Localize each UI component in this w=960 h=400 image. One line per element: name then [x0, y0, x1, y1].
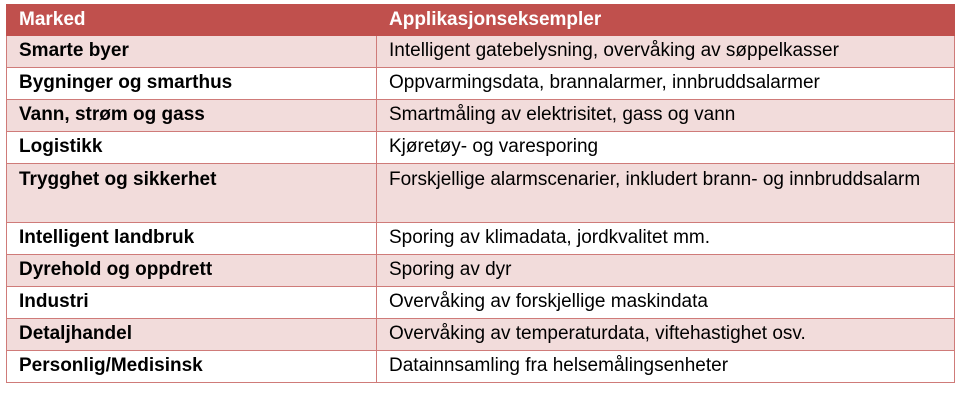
- market-cell: Bygninger og smarthus: [7, 68, 377, 100]
- table-row: [7, 223, 955, 255]
- application-cell: Smartmåling av elektrisitet, gass og vann: [377, 100, 955, 132]
- market-cell: Detaljhandel: [7, 319, 377, 351]
- table-row: [7, 351, 955, 383]
- applications-table: [6, 4, 955, 383]
- table-row: [7, 100, 955, 132]
- market-cell: Dyrehold og oppdrett: [7, 255, 377, 287]
- table-row: [7, 164, 955, 223]
- application-cell: Overvåking av forskjellige maskindata: [377, 287, 955, 319]
- table-row: [7, 287, 955, 319]
- application-cell: Datainnsamling fra helsemålingsenheter: [377, 351, 955, 383]
- market-cell: Personlig/Medisinsk: [7, 351, 377, 383]
- application-cell: Sporing av klimadata, jordkvalitet mm.: [377, 223, 955, 255]
- market-cell: Industri: [7, 287, 377, 319]
- table-row: [7, 132, 955, 164]
- table-row: [7, 68, 955, 100]
- market-cell: Logistikk: [7, 132, 377, 164]
- table-body: [7, 36, 955, 383]
- table-header: [7, 5, 955, 36]
- application-cell: Overvåking av temperaturdata, viftehastighet osv.: [377, 319, 955, 351]
- market-cell: Smarte byer: [7, 36, 377, 68]
- application-cell: Kjøretøy- og varesporing: [377, 132, 955, 164]
- application-cell: Oppvarmingsdata, brannalarmer, innbruddsalarmer: [377, 68, 955, 100]
- market-cell: Intelligent landbruk: [7, 223, 377, 255]
- market-cell: Trygghet og sikkerhet: [7, 164, 377, 223]
- market-cell: Vann, strøm og gass: [7, 100, 377, 132]
- table-row: [7, 36, 955, 68]
- application-cell: Intelligent gatebelysning, overvåking av søppelkasser: [377, 36, 955, 68]
- application-cell: Sporing av dyr: [377, 255, 955, 287]
- header-row: [7, 5, 955, 36]
- table-row: [7, 255, 955, 287]
- application-cell: Forskjellige alarmscenarier, inkludert brann- og innbruddsalarm: [377, 164, 955, 223]
- table-row: [7, 319, 955, 351]
- header-market: Marked: [7, 5, 377, 36]
- header-applications: Applikasjonseksempler: [377, 5, 955, 36]
